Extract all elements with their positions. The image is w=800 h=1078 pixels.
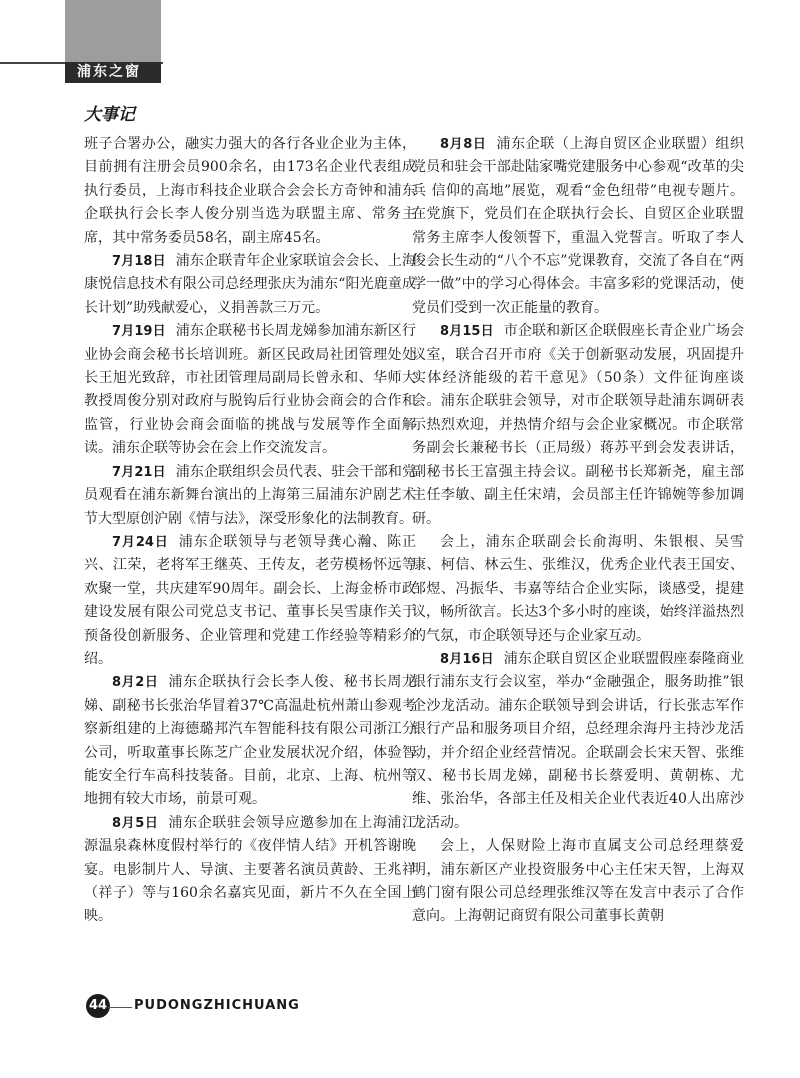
entry-date: 7月21日 bbox=[112, 464, 166, 480]
entry-date: 7月24日 bbox=[112, 534, 169, 550]
entry-text: 会上，人保财险上海市直属支公司总经理蔡爱明，浦东新区产业投资服务中心主任宋天智，上海双鹤门窗有限公司总经理张维汉等在发言中表示了合作意向。上海朝记商贸有限公司董事长黄朝 bbox=[412, 838, 744, 925]
entry-text: 浦东企联（上海自贸区企业联盟）组织党员和驻会干部赴陆家嘴党建服务中心参观“改革的尖兵 信仰的高地”展览，观看“金色纽带”电视专题片。在党旗下，党员们在企联执行会长、自贸区企业联盟常务主席李人俊领誓下，重温入党誓言。听取了李人俊会长生动的“八个不忘”党课教育，交流了各自在“两学一做”中的学习心得体会。丰富多彩的党课活动，使党员们受到一次正能量的教育。 bbox=[412, 136, 745, 316]
left-entry-6 bbox=[84, 812, 416, 929]
left-column bbox=[84, 133, 416, 929]
right-entry-2 bbox=[412, 531, 744, 648]
right-entry-4 bbox=[412, 835, 744, 929]
entry-date: 8月15日 bbox=[440, 324, 494, 340]
entry-text: 浦东企联组织会员代表、驻会干部和党员观看在浦东新舞台演出的上海第三届浦东沪剧艺术节大型原创沪剧《情与法》，深受形象化的法制教育。 bbox=[84, 463, 417, 527]
entry-text: 浦东企联执行会长李人俊、秘书长周龙娣、副秘书长张治华冒着37℃高温赴杭州萧山参观考察新组建的上海德璐邦汽车智能科技有限公司浙江分公司，听取董事长陈芝广企业发展状况介绍，体验智能安全行车高科技装备。目前，北京、上海、杭州等地拥有较大市场，前景可观。 bbox=[84, 674, 417, 808]
left-entry-2 bbox=[84, 320, 416, 460]
entry-date: 8月2日 bbox=[112, 675, 159, 691]
right-entry-1 bbox=[412, 320, 744, 531]
entry-text: 会上，浦东企联副会长俞海明、朱银根、吴雪康、柯信、林云生、张维汉，优秀企业代表王国安、邹煜、冯振华、韦嘉等结合企业实际，谈感受，提建议，畅所欲言。长达3个多小时的座谈，始终洋溢热烈的气氛，市企联领导还与企业家互动。 bbox=[412, 533, 744, 644]
entry-date: 8月5日 bbox=[112, 815, 159, 831]
entry-text: 班子合署办公，融实力强大的各行各业企业为主体，目前拥有注册会员900余名，由173名企业代表组成执行委员，上海市科技企业联合会会长方奇钟和浦东企联执行会长李人俊分别当选为联盟主席、常务主席，其中常务委员58名，副主席45名。 bbox=[84, 136, 416, 246]
left-entry-0 bbox=[84, 133, 416, 250]
entry-text: 浦东企联领导与老领导龚心瀚、陈正兴、江荣，老将军王继英、王传友，老劳模杨怀远等欢聚一堂，共庆建军90周年。副会长、上海金桥市政建设发展有限公司党总支书记、董事长吴雪康作关于预备役创新服务、企业管理和党建工作经验等精彩介绍。 bbox=[84, 533, 416, 667]
entry-date: 8月8日 bbox=[440, 137, 487, 152]
entry-date: 8月16日 bbox=[440, 651, 494, 667]
left-entry-5 bbox=[84, 671, 416, 811]
footer-rule bbox=[108, 1007, 132, 1008]
entry-date: 7月18日 bbox=[112, 254, 166, 270]
magazine-title-badge: 浦东之窗 bbox=[65, 62, 161, 83]
left-entry-4 bbox=[84, 531, 416, 671]
entry-text: 浦东企联自贸区企业联盟假座泰隆商业银行浦东支行会议室，举办“金融强企，服务助推”银企沙龙活动。浦东企联领导到会讲话，行长张志军作银行产品和服务项目介绍，总经理余海丹主持沙龙活动，并介绍企业经营情况。企联副会长宋天智、张维汉、秘书长周龙娣，副秘书长蔡爱明、黄朝栋、尤维、张治华，各部主任及相关企业代表近40人出席沙龙活动。 bbox=[412, 650, 745, 831]
right-column bbox=[412, 133, 744, 929]
left-entry-1 bbox=[84, 250, 416, 320]
right-entry-3 bbox=[412, 648, 744, 835]
entry-text: 浦东企联秘书长周龙娣参加浦东新区行业协会商会秘书长培训班。新区民政局社团管理处处长王旭光致辞，市社团管理局副局长曾永和、华师大教授周俊分别对政府与脱钩后行业协会商会的合作和监管，行业协会商会面临的挑战与发展等作全面解读。浦东企联等协会在会上作交流发言。 bbox=[84, 323, 417, 457]
page-number: 44 bbox=[86, 994, 110, 1018]
entry-text: 浦东企联驻会领导应邀参加在上海浦江源温泉森林度假村举行的《夜伴情人结》开机答谢晚宴。电影制片人、导演、主要著名演员黄龄、王兆祥（祥子）等与160余名嘉宾见面，新片不久在全国上映。 bbox=[84, 814, 417, 925]
section-title: 大事记 bbox=[84, 105, 135, 125]
entry-text: 浦东企联青年企业家联谊会会长、上海康悦信息技术有限公司总经理张庆为浦东“阳光鹿童成长计划”助残献爱心，义捐善款三万元。 bbox=[84, 253, 417, 316]
entry-date: 7月19日 bbox=[112, 324, 166, 340]
header-gray-tab bbox=[65, 0, 161, 62]
footer-magazine-name: PUDONGZHICHUANG bbox=[134, 998, 300, 1013]
entry-text: 市企联和新区企联假座长青企业广场会议室，联合召开市府《关于创新驱动发展，巩固提升实体经济能级的若干意见》（50条）文件征询座谈会。浦东企联驻会领导，对市企联领导赴浦东调研表示热烈欢迎，并热情介绍与会企业家概况。市企联常务副会长兼秘书长（正局级）蒋苏平到会发表讲话，副秘书长王富强主持会议。副秘书长郑新尧，雇主部主任李敏、副主任宋靖，会员部主任许锦婉等参加调研。 bbox=[412, 323, 745, 527]
left-entry-3 bbox=[84, 461, 416, 531]
right-entry-0 bbox=[412, 133, 744, 320]
